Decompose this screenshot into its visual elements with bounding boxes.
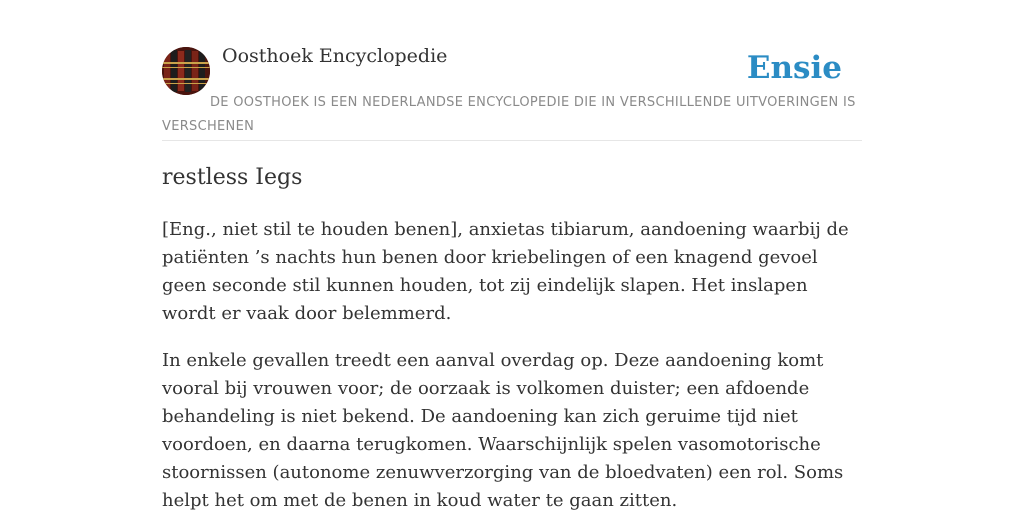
article [162,158,862,512]
article-paragraph: In enkele gevallen treedt een aanval overdag op. Deze aandoening komt vooral bij vrouwen voor; de oorzaak is volkomen duister; een afdoende behandeling is niet bekend. De aandoening kan zich geruime tijd niet voordoen, en daarna terugkomen. Waarschijnlijk spelen vasomotorische stoornissen (autonome zenuwverzorging van de bloedvaten) een rol. Soms helpt het om met de benen in koud water te gaan zitten. [162,350,844,511]
article-paragraph: [Eng., niet stil te houden benen], anxietas tibiarum, aandoening waarbij de patiënten ’s nachts hun benen door kriebelingen of een knagend gevoel geen seconde stil kunnen houden, tot zij eindelijk slapen. Het inslapen wordt er vaak door belemmerd. [162,219,849,324]
brand-logo[interactable]: Ensie [746,50,842,86]
site-tagline: DE OOSTHOEK IS EEN NEDERLANDSE ENCYCLOPEDIE DIE IN VERSCHILLENDE UITVOERINGEN IS VERSCHENEN [162,95,856,134]
article-title: restless Iegs [162,165,303,190]
site-title[interactable]: Oosthoek Encyclopedie [222,45,448,67]
encyclopedia-books-icon[interactable] [162,47,210,95]
site-header [162,40,862,141]
